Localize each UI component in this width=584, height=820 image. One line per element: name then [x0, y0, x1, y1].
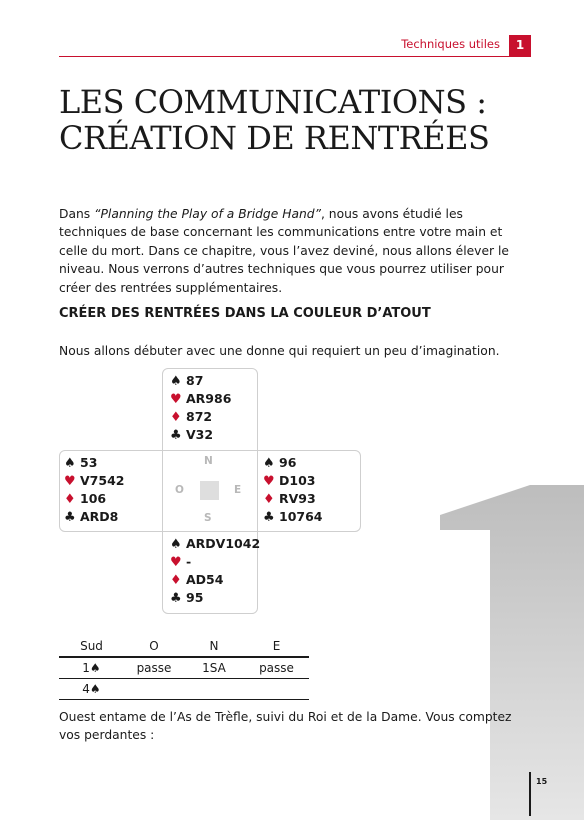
- bidding-header-cell: E: [272, 639, 281, 653]
- north-clubs: V32: [186, 427, 214, 442]
- diamond-icon: ♦: [170, 573, 182, 588]
- heart-icon: ♥: [170, 555, 182, 570]
- west-hearts: V7542: [80, 473, 125, 488]
- west-spades: 53: [80, 455, 98, 470]
- bidding-header-cell: Sud: [80, 639, 103, 653]
- big-chapter-numeral-graphic: [430, 475, 584, 820]
- east-hearts: D103: [279, 473, 316, 488]
- bid-cell: 1♠: [82, 661, 101, 675]
- compass-west: O: [175, 484, 184, 496]
- north-hand: [170, 372, 231, 444]
- compass-south: S: [204, 512, 212, 524]
- bid-cell: 4♠: [82, 682, 101, 696]
- section-subheading: CRÉER DES RENTRÉES DANS LA COULEUR D’ATOUT: [59, 306, 431, 321]
- page-number-rule: [529, 772, 531, 816]
- table-center-square: [200, 481, 219, 500]
- heart-icon: ♥: [64, 474, 76, 489]
- north-hearts: AR986: [186, 391, 232, 406]
- bid-cell: [124, 679, 184, 700]
- bidding-header-cell: N: [209, 639, 219, 653]
- west-diamonds: 106: [80, 491, 107, 506]
- closing-paragraph: Ouest entame de l’As de Trèfle, suivi du Roi et de la Dame. Vous comptez vos perdantes :: [59, 710, 512, 743]
- running-header-section: Techniques utiles: [401, 37, 500, 51]
- east-clubs: 10764: [279, 509, 323, 524]
- club-icon: ♣: [170, 591, 182, 606]
- intro-prefix: Dans: [59, 207, 95, 221]
- lead-in-paragraph: Nous allons débuter avec une donne qui requiert un peu d’imagination.: [59, 344, 500, 358]
- north-diamonds: 872: [186, 409, 213, 424]
- south-spades: ARDV1042: [186, 536, 261, 551]
- spade-icon: ♠: [263, 456, 275, 471]
- compass-east: E: [234, 484, 242, 496]
- heart-icon: ♥: [170, 392, 182, 407]
- spade-icon: ♠: [64, 456, 76, 471]
- page-number: 15: [536, 777, 548, 786]
- club-icon: ♣: [170, 428, 182, 443]
- spade-icon: ♠: [170, 374, 182, 389]
- bid-cell: [184, 679, 244, 700]
- north-spades: 87: [186, 373, 204, 388]
- bidding-header-cell: O: [149, 639, 159, 653]
- bid-cell: 1SA: [202, 661, 226, 675]
- chapter-title-line-1: LES COMMUNICATIONS :: [59, 83, 487, 121]
- chapter-title: [59, 84, 519, 156]
- diamond-icon: ♦: [263, 492, 275, 507]
- club-icon: ♣: [263, 510, 275, 525]
- chapter-number-badge: 1: [509, 35, 531, 56]
- heart-icon: ♥: [263, 474, 275, 489]
- south-hand: [170, 535, 260, 607]
- header-rule: [59, 56, 531, 57]
- east-hand: [263, 454, 323, 526]
- south-diamonds: AD54: [186, 572, 224, 587]
- book-title: “Planning the Play of a Bridge Hand”: [94, 207, 321, 221]
- south-clubs: 95: [186, 590, 204, 605]
- west-clubs: ARD8: [80, 509, 119, 524]
- south-hearts: -: [186, 554, 192, 569]
- bidding-header-row: [59, 636, 309, 657]
- compass-north: N: [204, 455, 213, 467]
- bid-cell: passe: [136, 661, 172, 675]
- club-icon: ♣: [64, 510, 76, 525]
- bid-cell: passe: [259, 661, 294, 675]
- bidding-row: [59, 657, 309, 679]
- bidding-table: [59, 636, 309, 700]
- east-spades: 96: [279, 455, 297, 470]
- chapter-title-line-2: CRÉATION DE RENTRÉES: [59, 119, 490, 157]
- diamond-icon: ♦: [64, 492, 76, 507]
- west-hand: [64, 454, 124, 526]
- intro-paragraph: [59, 205, 531, 297]
- bidding-row: [59, 679, 309, 700]
- diamond-icon: ♦: [170, 410, 182, 425]
- spade-icon: ♠: [170, 537, 182, 552]
- bid-cell: [244, 679, 309, 700]
- east-diamonds: RV93: [279, 491, 316, 506]
- intro-text: , nous avons étudié les techniques de base concernant les communications entre votre main et celle du mort. Dans ce chapitre, vous l’avez deviné, nous allons élever le niveau. Nous verrons d’autres techniques que vous pourrez utiliser pour créer des rentrées supplémentaires.: [59, 207, 509, 295]
